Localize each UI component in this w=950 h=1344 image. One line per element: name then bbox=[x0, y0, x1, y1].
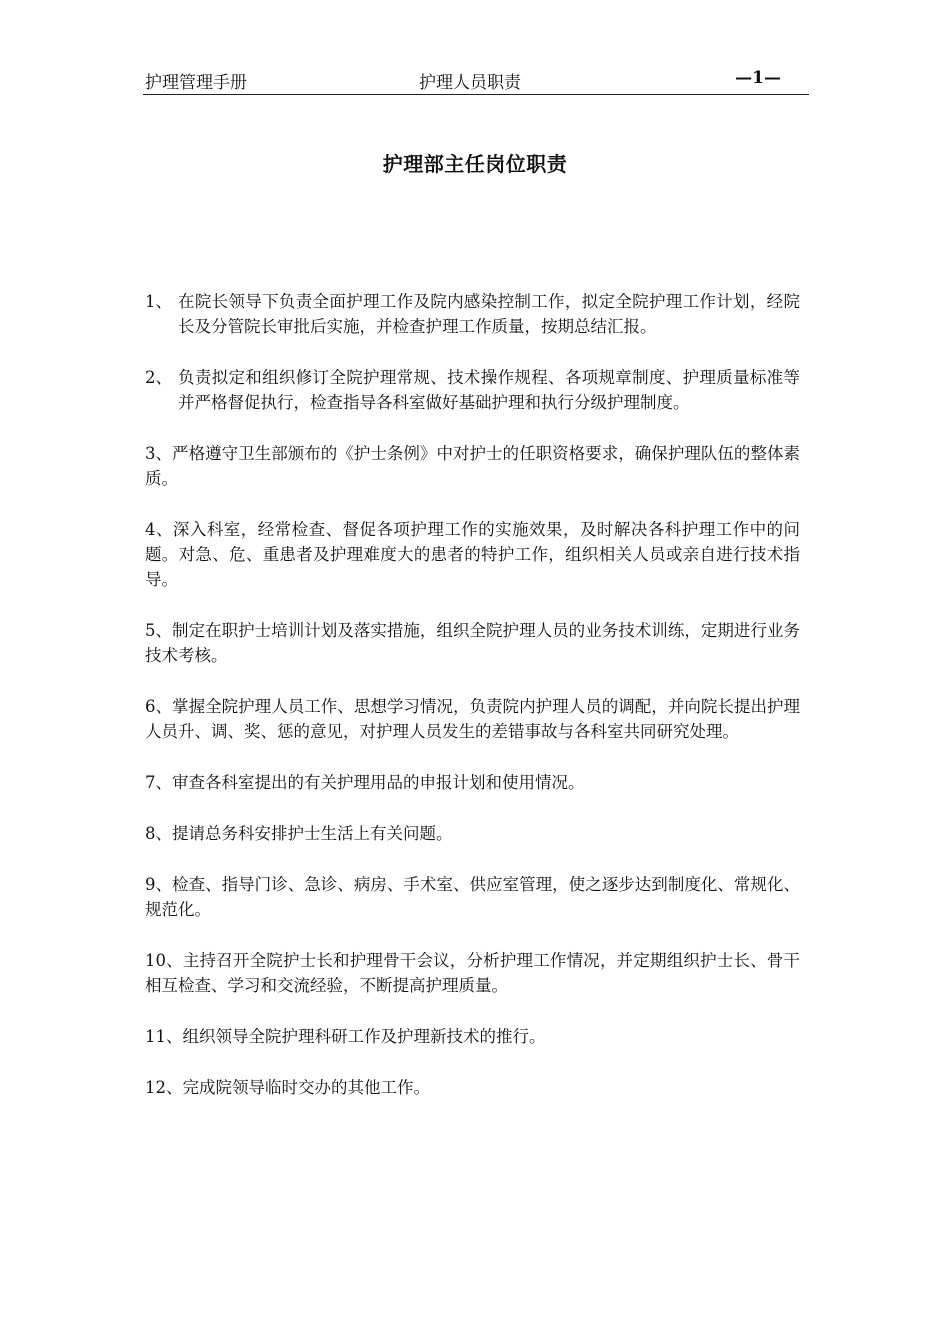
duty-item-12: 12、完成院领导临时交办的其他工作。 bbox=[145, 1078, 430, 1097]
duty-text: 负责拟定和组织修订全院护理常规、技术操作规程、各项规章制度、护理质量标准等并严格督促执行，检查指导各科室做好基础护理和执行分级护理制度。 bbox=[178, 368, 800, 412]
duty-item-4: 4、深入科室，经常检查、督促各项护理工作的实施效果，及时解决各科护理工作中的问题。对急、危、重患者及护理难度大的患者的特护工作，组织相关人员或亲自进行技术指导。 bbox=[145, 520, 800, 589]
duty-item-10: 10、主持召开全院护士长和护理骨干会议，分析护理工作情况，并定期组织护士长、骨干相互检查、学习和交流经验，不断提高护理质量。 bbox=[145, 951, 800, 995]
header-section-name: 护理人员职责 bbox=[419, 73, 521, 93]
duty-item-8: 8、提请总务科安排护士生活上有关问题。 bbox=[145, 824, 453, 843]
duty-item-6: 6、掌握全院护理人员工作、思想学习情况，负责院内护理人员的调配，并向院长提出护理人员升、调、奖、惩的意见，对护理人员发生的差错事故与各科室共同研究处理。 bbox=[145, 697, 800, 741]
duty-item-5: 5、制定在职护士培训计划及落实措施，组织全院护理人员的业务技术训练，定期进行业务技术考核。 bbox=[145, 621, 800, 665]
duty-number: 2、 bbox=[145, 368, 172, 387]
duty-item-9: 9、检查、指导门诊、急诊、病房、手术室、供应室管理，使之逐步达到制度化、常规化、规范化。 bbox=[145, 875, 800, 919]
duty-item-3: 3、严格遵守卫生部颁布的《护士条例》中对护士的任职资格要求，确保护理队伍的整体素质。 bbox=[145, 444, 800, 488]
duty-number: 1、 bbox=[145, 292, 172, 311]
duty-item-2 bbox=[145, 365, 800, 415]
duty-text: 在院长领导下负责全面护理工作及院内感染控制工作，拟定全院护理工作计划，经院长及分管院长审批后实施，并检查护理工作质量，按期总结汇报。 bbox=[178, 292, 800, 336]
duties-list bbox=[145, 289, 800, 1126]
duty-item-7: 7、审查各科室提出的有关护理用品的申报计划和使用情况。 bbox=[145, 773, 585, 792]
duty-item-11: 11、组织领导全院护理科研工作及护理新技术的推行。 bbox=[145, 1027, 546, 1046]
header-manual-name: 护理管理手册 bbox=[145, 73, 247, 93]
document-title: 护理部主任岗位职责 bbox=[382, 152, 568, 176]
duty-item-1 bbox=[145, 289, 800, 339]
page-header bbox=[143, 66, 809, 95]
header-page-number: —1— bbox=[735, 68, 781, 88]
